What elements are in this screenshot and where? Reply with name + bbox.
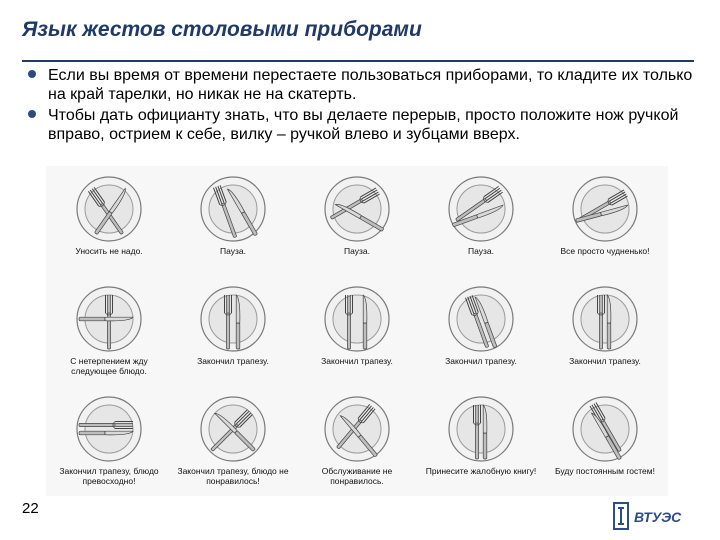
etiquette-card <box>543 390 667 500</box>
plate-cutlery-illustration <box>317 392 397 466</box>
slide-title: Язык жестов столовыми приборами <box>22 18 422 41</box>
etiquette-card <box>171 390 295 500</box>
bullet-dot-icon <box>28 110 36 118</box>
etiquette-caption: Закончил трапезу, блюдо превосходно! <box>59 466 159 486</box>
etiquette-caption: Закончил трапезу, блюдо не понравилось! <box>177 466 289 486</box>
etiquette-caption: Пауза. <box>344 246 370 256</box>
title-divider <box>22 60 694 62</box>
bullet-text: Если вы время от времени перестаете пользоваться приборами, то кладите их только на край тарелки, но никак не на скатерть. <box>48 67 693 103</box>
plate-cutlery-illustration <box>193 172 273 246</box>
etiquette-card <box>419 280 543 390</box>
etiquette-caption: Буду постоянным гостем! <box>555 466 655 476</box>
plate-cutlery-illustration <box>441 392 521 466</box>
etiquette-card <box>295 390 419 500</box>
plate-cutlery-illustration <box>565 282 645 356</box>
plate-cutlery-illustration <box>69 392 149 466</box>
etiquette-caption: Закончил трапезу. <box>445 356 517 366</box>
etiquette-card <box>543 280 667 390</box>
plate-cutlery-illustration <box>193 282 273 356</box>
plate-cutlery-illustration <box>441 282 521 356</box>
etiquette-caption: С нетерпением жду следующее блюдо. <box>70 356 148 376</box>
etiquette-card <box>295 280 419 390</box>
knife-icon <box>483 405 487 459</box>
plate-cutlery-illustration <box>69 282 149 356</box>
plate-cutlery-illustration <box>565 172 645 246</box>
knife-icon <box>79 317 133 321</box>
etiquette-card <box>419 170 543 280</box>
etiquette-caption: Пауза. <box>468 246 494 256</box>
etiquette-card <box>419 390 543 500</box>
knife-icon <box>363 295 367 349</box>
etiquette-card <box>295 170 419 280</box>
plate-cutlery-illustration <box>317 282 397 356</box>
etiquette-caption: Принесите жалобную книгу! <box>425 466 537 476</box>
cutlery-etiquette-grid <box>46 166 668 496</box>
plate-cutlery-illustration <box>193 392 273 466</box>
bullet-list <box>26 66 702 146</box>
etiquette-caption: Закончил трапезу. <box>569 356 641 366</box>
etiquette-card <box>47 390 171 500</box>
etiquette-card <box>47 280 171 390</box>
knife-icon <box>236 295 240 349</box>
etiquette-card <box>171 280 295 390</box>
etiquette-caption: Закончил трапезу. <box>197 356 269 366</box>
knife-icon <box>79 431 133 435</box>
bullet-item <box>26 106 702 144</box>
page-number: 22 <box>22 500 39 517</box>
etiquette-card <box>47 170 171 280</box>
etiquette-card <box>543 170 667 280</box>
logo-text: ВТУЭС <box>634 509 682 525</box>
plate-cutlery-illustration <box>317 172 397 246</box>
etiquette-caption: Закончил трапезу. <box>321 356 393 366</box>
etiquette-caption: Пауза. <box>220 246 246 256</box>
plate-cutlery-illustration <box>69 172 149 246</box>
plate-cutlery-illustration <box>565 392 645 466</box>
etiquette-caption: Обслуживание не понравилось. <box>321 466 393 486</box>
etiquette-caption: Уносить не надо. <box>75 246 143 256</box>
knife-icon <box>607 295 611 349</box>
etiquette-card <box>171 170 295 280</box>
plate-cutlery-illustration <box>441 172 521 246</box>
etiquette-caption: Все просто чудненько! <box>560 246 650 256</box>
bullet-dot-icon <box>28 70 36 78</box>
bullet-item <box>26 66 702 104</box>
bullet-text: Чтобы дать официанту знать, что вы делаете перерыв, просто положите нож ручкой вправо, острием к себе, вилку – ручкой влево и зубцами вверх. <box>48 107 679 143</box>
university-logo <box>612 500 702 532</box>
